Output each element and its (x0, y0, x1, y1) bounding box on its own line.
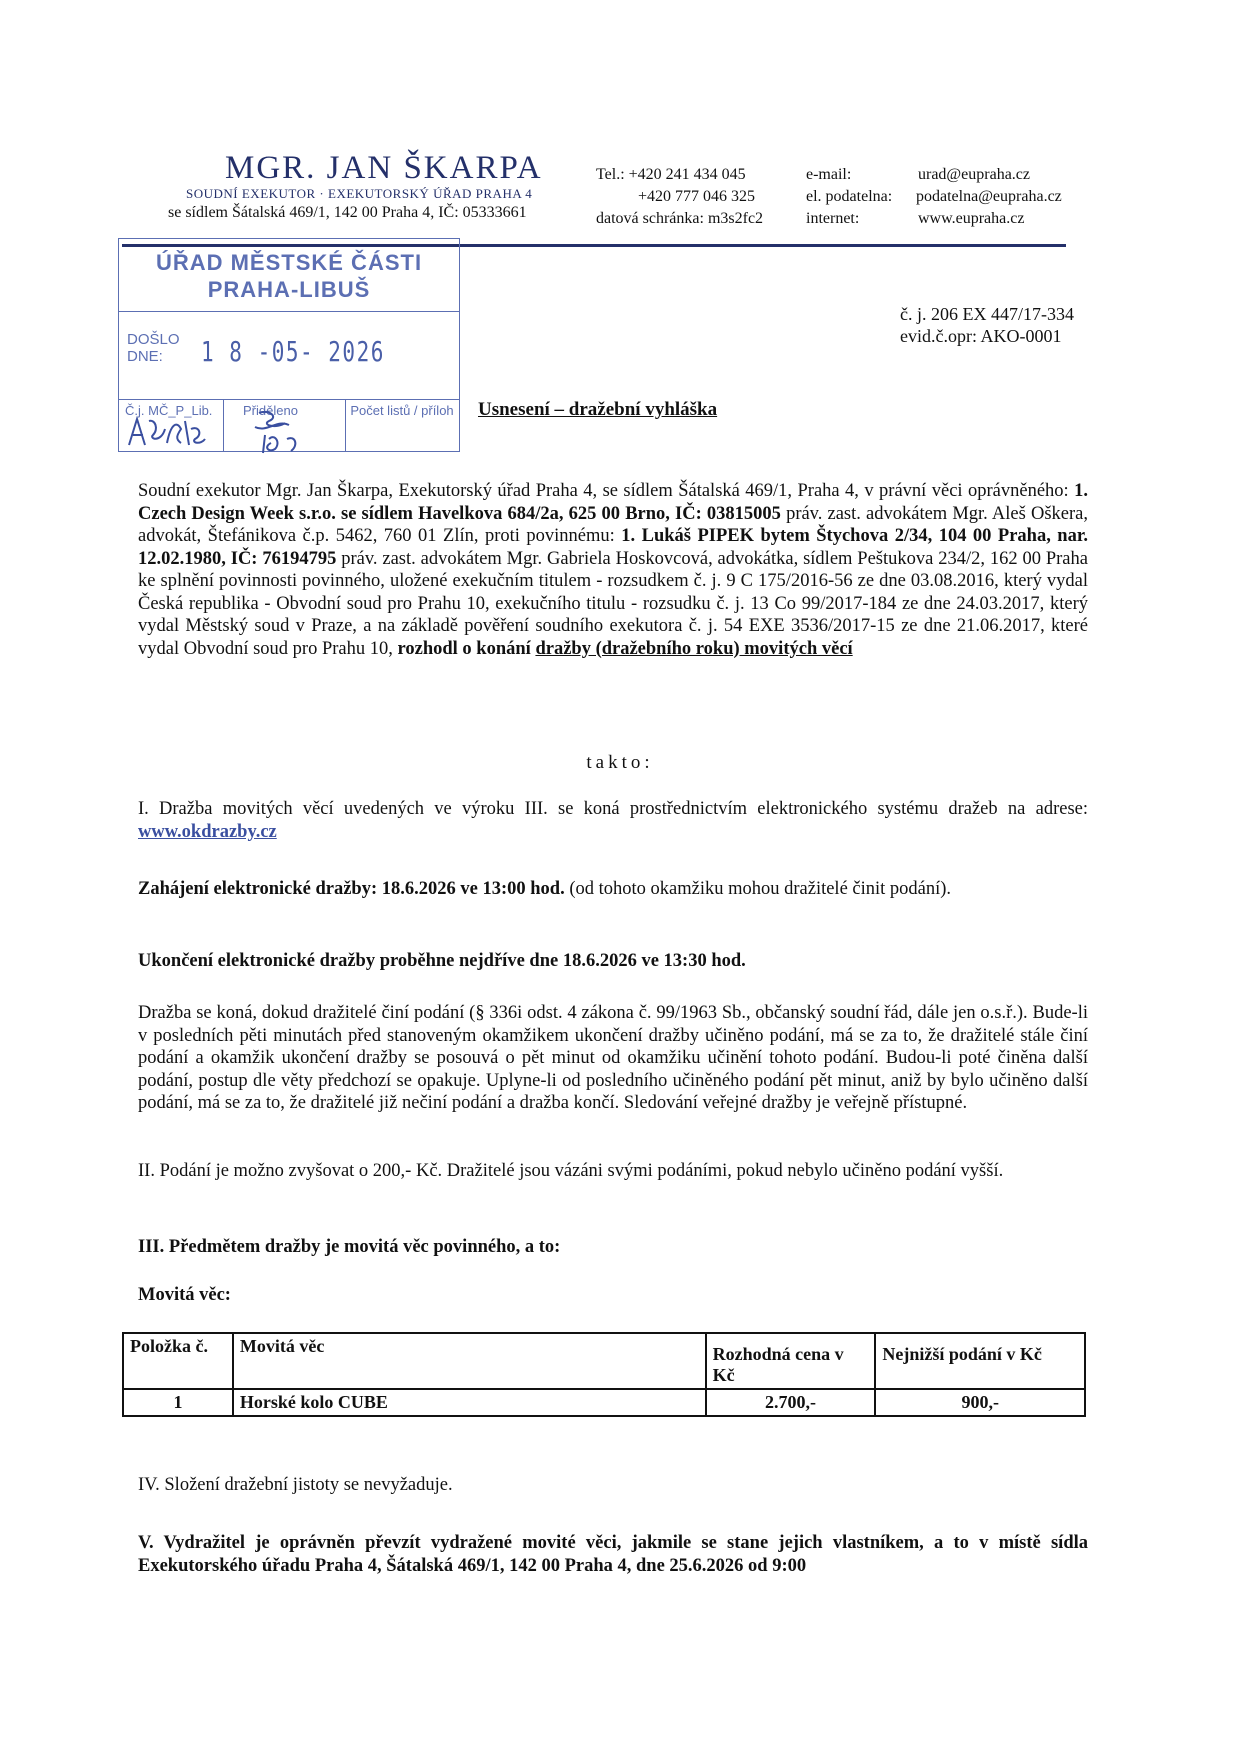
intro-paragraph (138, 480, 1088, 660)
header-lowest-bid: Nejnižší podání v Kč (875, 1333, 1085, 1389)
reference-block (900, 303, 1074, 347)
stamp-received-label (127, 331, 180, 365)
stamp-cell-count (345, 399, 459, 455)
decision-text: rozhodl o konání (397, 638, 536, 659)
stamp-office-line1: ÚŘAD MĚSTSKÉ ČÁSTI (155, 250, 423, 275)
auction-end: Ukončení elektronické dražby proběhne nejdříve dne 18.6.2026 ve 13:30 hod. (138, 951, 746, 971)
stamp-date: 1 8 -05- 2026 (201, 335, 385, 368)
stamp-count-label: Počet listů / příloh (350, 403, 454, 418)
intro-text: práv. zast. advokátem Mgr. Aleš Oškera, advokát, Štefánikova č.p. 5462, 760 01 Zlín, proti povinnému: (138, 503, 1088, 546)
auction-start-time: Zahájení elektronické dražby: 18.6.2026 ve 13:00 hod. (138, 879, 565, 899)
header-item-number: Položka č. (123, 1333, 233, 1389)
evidence-number: evid.č.opr: AKO-0001 (900, 326, 1062, 346)
auction-link[interactable]: www.okdrazby.cz (138, 821, 277, 842)
email-label: e-mail: (806, 166, 852, 183)
section-3: III. Předmětem dražby je movitá věc povinného, a to: (138, 1237, 561, 1257)
contact-row (596, 208, 1062, 230)
cell-item-name: Horské kolo CUBE (233, 1389, 706, 1416)
takto-heading: takto: (586, 752, 654, 773)
podatelna-value[interactable]: podatelna@eupraha.cz (916, 188, 1062, 205)
handwritten-signature (119, 399, 359, 455)
case-number: č. j. 206 EX 447/17-334 (900, 304, 1074, 324)
cell-decisive-price: 2.700,- (706, 1389, 876, 1416)
creditor: 1. Czech Design Week s.r.o. se sídlem Havelkova 684/2a, 625 00 Brno, IČ: 03815005 (138, 481, 1088, 524)
stamp-office (119, 249, 459, 303)
section-2: II. Podání je možno zvyšovat o 200,- Kč. Dražitelé jsou vázáni svými podáními, pokud nebylo učiněno podání vyšší. (138, 1161, 1004, 1181)
section-5: V. Vydražitel je oprávněn převzít vydražené movité věci, jakmile se stane jejich vlastníkem, a to v místě sídla Exekutorského úřadu Praha 4, Šátalská 469/1, 142 00 Praha 4, dne 25.6.2026 od 9:00 (138, 1533, 1088, 1576)
executor-address: se sídlem Šátalská 469/1, 142 00 Praha 4, IČ: 05333661 (168, 204, 527, 221)
stamp-assigned-label: Přiděleno (243, 403, 298, 418)
cell-lowest-bid: 900,- (875, 1389, 1085, 1416)
stamp-received-line2: DNE: (127, 348, 163, 365)
contacts-block (596, 164, 1062, 230)
intro-text: Soudní exekutor Mgr. Jan Škarpa, Exekutorský úřad Praha 4, se sídlem Šátalská 469/1, Praha 4, v právní věci oprávněného: (138, 481, 1075, 501)
phone-1: Tel.: +420 241 434 045 (596, 166, 746, 183)
stamp-office-line2: PRAHA-LIBUŠ (207, 277, 371, 302)
debtor: 1. Lukáš PIPEK bytem Štychova 2/34, 104 00 Praha, nar. 12.02.1980, IČ: 76194795 (138, 526, 1088, 569)
executor-office: SOUDNÍ EXEKUTOR · EXEKUTORSKÝ ÚŘAD PRAHA 4 (186, 186, 533, 201)
auction-rules: Dražba se koná, dokud dražitelé činí podání (§ 336i odst. 4 zákona č. 99/1963 Sb., občanský soudní řád, dále jen o.s.ř.). Bude-li v posledních pěti minutách před stanoveným okamžikem ukončení dražby učiněno podání, má se za to, že dražitelé stále činí podání a okamžik ukončení dražby se posouvá o pět minut od okamžiku učinění tohoto podání. Budou-li poté činěna další podání, postup dle věty předchozí se opakuje. Uplyne-li od posledního učiněného podání pět minut, aniž by bylo učiněno další podání, má se za to, že dražitelé již nečiní podání a dražba končí. Sledování veřejné dražby je veřejně přístupné. (138, 1003, 1088, 1113)
stamp-cj-label: Č.j. MČ_P_Lib. (125, 403, 213, 418)
contact-row (596, 164, 1062, 186)
stamp-received-line1: DOŠLO (127, 331, 180, 348)
section-4: IV. Složení dražební jistoty se nevyžaduje. (138, 1475, 453, 1495)
header-decisive-price: Rozhodná cena v Kč (706, 1333, 876, 1389)
podatelna-label: el. podatelna: (806, 188, 893, 205)
decision-subject: dražby (dražebního roku) movitých věcí (535, 638, 853, 659)
section-1-text: I. Dražba movitých věcí uvedených ve výroku III. se koná prostřednictvím elektronického systému dražeb na adrese: (138, 799, 1088, 819)
section-1 (138, 798, 1088, 843)
internet-value[interactable]: www.eupraha.cz (918, 210, 1025, 227)
contact-row (596, 186, 1062, 208)
movable-heading: Movitá věc: (138, 1285, 231, 1305)
cell-item-number: 1 (123, 1389, 233, 1416)
internet-label: internet: (806, 210, 860, 227)
auction-start (138, 878, 1088, 901)
header-item-name: Movitá věc (233, 1333, 706, 1389)
intro-text: práv. zast. advokátem Mgr. Gabriela Hoskovcová, advokátka, sídlem Peštukova 234/2, 162 00 Praha ke splnění povinnosti povinného, uložené exekučním titulem - rozsudkem č. j. 9 C 175/2016-56 ze dne 03.08.2016, který vydal Česká republika - Obvodní soud pro Prahu 10, exekučního titulu - rozsudku č. j. 13 Co 99/2017-184 ze dne 24.03.2017, který vydal Městský soud v Praze, a na základě pověření soudního exekutora č. j. 54 EXE 3536/2017-15 ze dne 21.06.2017, které vydal Obvodní soud pro Prahu 10, (138, 548, 1088, 659)
received-stamp (118, 238, 460, 452)
stamp-divider (119, 311, 459, 312)
email-value[interactable]: urad@eupraha.cz (918, 166, 1030, 183)
data-box: datová schránka: m3s2fc2 (596, 210, 764, 227)
phone-2: +420 777 046 325 (638, 188, 756, 205)
document-title: Usnesení – dražební vyhláška (478, 399, 718, 420)
items-table (122, 1332, 1086, 1417)
auction-start-note: (od tohoto okamžiku mohou dražitelé činit podání). (564, 879, 952, 899)
executor-name: MGR. JAN ŠKARPA (225, 150, 543, 186)
table-header-row (123, 1333, 1085, 1389)
table-row (123, 1389, 1085, 1416)
